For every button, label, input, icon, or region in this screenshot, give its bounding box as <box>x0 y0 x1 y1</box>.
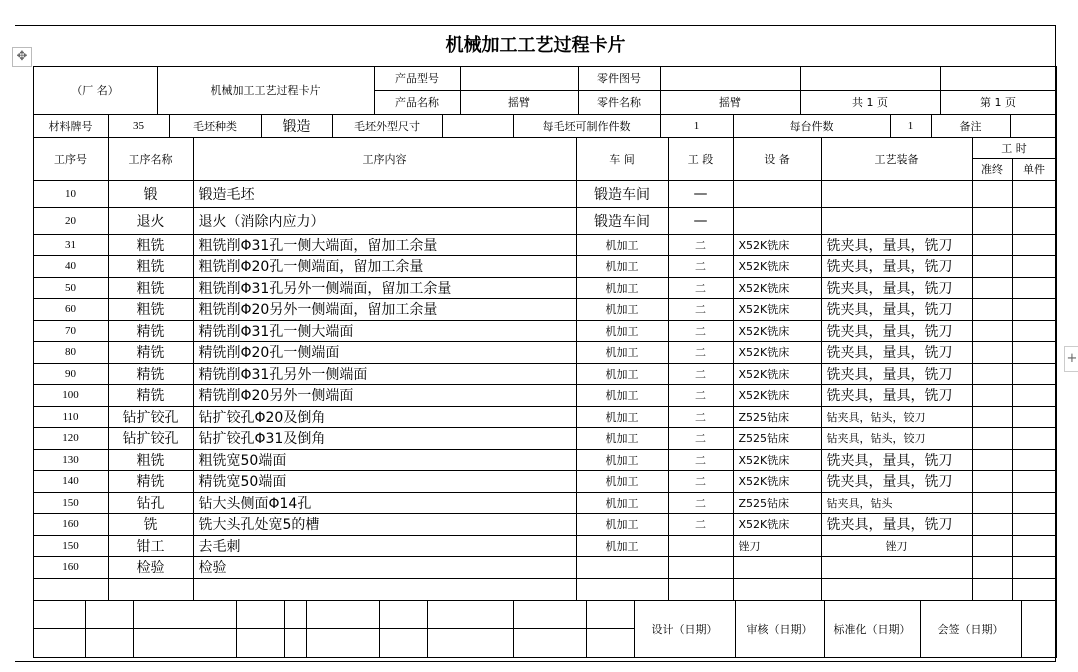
row-content[interactable]: 钻大头侧面Φ14孔 <box>193 492 577 515</box>
signature-cell[interactable] <box>236 600 285 629</box>
row-unit-time[interactable] <box>1012 298 1057 321</box>
row-tooling[interactable]: 铣夹具，量具，铣刀 <box>821 255 973 278</box>
row-prep-time[interactable] <box>972 277 1013 300</box>
row-prep-time[interactable] <box>972 180 1013 208</box>
row-no[interactable]: 160 <box>33 556 109 579</box>
row-equipment[interactable] <box>733 207 822 235</box>
row-name[interactable]: 精铣 <box>108 384 194 407</box>
row-no[interactable]: 140 <box>33 470 109 493</box>
row-equipment[interactable]: X52K铣床 <box>733 449 822 472</box>
row-unit-time[interactable] <box>1012 427 1057 450</box>
column-header-no[interactable]: 工序号 <box>33 137 109 181</box>
signature-cell[interactable] <box>284 600 307 629</box>
row-name[interactable]: 精铣 <box>108 320 194 343</box>
row-prep-time[interactable] <box>972 470 1013 493</box>
row-equipment[interactable]: Z525钻床 <box>733 406 822 429</box>
row-section[interactable]: 二 <box>668 492 734 515</box>
material-remark[interactable] <box>1010 114 1057 138</box>
row-unit-time[interactable] <box>1012 363 1057 386</box>
row-unit-time[interactable] <box>1012 207 1057 235</box>
row-no[interactable]: 40 <box>33 255 109 278</box>
column-header-name[interactable]: 工序名称 <box>108 137 194 181</box>
row-unit-time[interactable] <box>1012 277 1057 300</box>
empty-cell[interactable] <box>800 66 941 91</box>
signature-cell[interactable] <box>133 600 237 629</box>
row-content[interactable]: 粗铣宽50端面 <box>193 449 577 472</box>
row-equipment[interactable]: Z525钻床 <box>733 427 822 450</box>
column-header-section[interactable]: 工 段 <box>668 137 734 181</box>
signature-cell[interactable] <box>513 600 587 629</box>
row-section[interactable]: 二 <box>668 234 734 257</box>
row-tooling[interactable]: 铣夹具，量具，铣刀 <box>821 341 973 364</box>
empty-cell[interactable] <box>940 66 1057 91</box>
row-workshop[interactable]: 机加工 <box>576 513 669 536</box>
row-no[interactable]: 150 <box>33 535 109 558</box>
row-equipment[interactable]: X52K铣床 <box>733 363 822 386</box>
row-name[interactable]: 退火 <box>108 207 194 235</box>
row-tooling[interactable]: 铣夹具，量具，铣刀 <box>821 320 973 343</box>
row-content[interactable]: 钻扩铰孔Φ20及倒角 <box>193 406 577 429</box>
row-equipment[interactable]: X52K铣床 <box>733 470 822 493</box>
row-section[interactable]: — <box>668 207 734 235</box>
row-section[interactable]: — <box>668 180 734 208</box>
add-column-button[interactable]: + <box>1064 346 1078 372</box>
row-no[interactable]: 80 <box>33 341 109 364</box>
row-prep-time[interactable] <box>972 513 1013 536</box>
row-equipment[interactable]: X52K铣床 <box>733 384 822 407</box>
row-no[interactable]: 150 <box>33 492 109 515</box>
row-no[interactable]: 50 <box>33 277 109 300</box>
row-section[interactable]: 二 <box>668 255 734 278</box>
row-no[interactable]: 100 <box>33 384 109 407</box>
row-workshop[interactable]: 机加工 <box>576 535 669 558</box>
material-grade[interactable]: 35 <box>108 114 170 138</box>
material-pieces-per-blank-label[interactable]: 每毛坯可制作件数 <box>513 114 661 138</box>
signature-cell[interactable] <box>306 600 380 629</box>
row-no[interactable]: 60 <box>33 298 109 321</box>
row-tooling[interactable]: 锉刀 <box>821 535 973 558</box>
row-tooling[interactable]: 铣夹具，量具，铣刀 <box>821 298 973 321</box>
row-no[interactable]: 90 <box>33 363 109 386</box>
row-name[interactable]: 粗铣 <box>108 255 194 278</box>
row-workshop[interactable]: 机加工 <box>576 406 669 429</box>
row-tooling[interactable]: 铣夹具，量具，铣刀 <box>821 384 973 407</box>
row-section[interactable]: 二 <box>668 277 734 300</box>
row-content[interactable]: 精铣宽50端面 <box>193 470 577 493</box>
row-unit-time[interactable] <box>1012 384 1057 407</box>
part-name-label[interactable]: 零件名称 <box>578 90 661 115</box>
row-content[interactable]: 精铣削Φ20孔一侧端面 <box>193 341 577 364</box>
column-header-unit[interactable]: 单件 <box>1012 158 1057 181</box>
row-tooling[interactable]: 钻夹具，钻头，铰刀 <box>821 406 973 429</box>
row-content[interactable]: 退火（消除内应力） <box>193 207 577 235</box>
column-header-prep[interactable]: 准终 <box>972 158 1013 181</box>
row-content[interactable]: 去毛刺 <box>193 535 577 558</box>
row-section[interactable]: 二 <box>668 363 734 386</box>
row-tooling[interactable]: 铣夹具，量具，铣刀 <box>821 363 973 386</box>
material-per-unit-label[interactable]: 每台件数 <box>733 114 891 138</box>
row-no[interactable]: 20 <box>33 207 109 235</box>
row-workshop[interactable]: 机加工 <box>576 427 669 450</box>
row-content[interactable]: 精铣削Φ31孔一侧大端面 <box>193 320 577 343</box>
row-section[interactable]: 二 <box>668 427 734 450</box>
row-prep-time[interactable] <box>972 449 1013 472</box>
material-pieces-per-blank[interactable]: 1 <box>660 114 734 138</box>
row-equipment[interactable]: X52K铣床 <box>733 234 822 257</box>
row-workshop[interactable]: 机加工 <box>576 341 669 364</box>
row-tooling[interactable]: 铣夹具，量具，铣刀 <box>821 513 973 536</box>
signature-cell[interactable] <box>85 628 134 658</box>
card-title-cell[interactable]: 机械加工工艺过程卡片 <box>157 66 375 115</box>
row-no[interactable]: 110 <box>33 406 109 429</box>
empty-row-cell[interactable] <box>33 578 109 601</box>
row-name[interactable]: 粗铣 <box>108 234 194 257</box>
row-unit-time[interactable] <box>1012 234 1057 257</box>
column-header-workshop[interactable]: 车 间 <box>576 137 669 181</box>
row-content[interactable]: 粗铣削Φ20孔一侧端面，留加工余量 <box>193 255 577 278</box>
row-tooling[interactable]: 钻夹具，钻头 <box>821 492 973 515</box>
row-workshop[interactable]: 机加工 <box>576 255 669 278</box>
row-name[interactable]: 粗铣 <box>108 298 194 321</box>
material-blank-size-label[interactable]: 毛坯外型尺寸 <box>332 114 443 138</box>
row-equipment[interactable]: 锉刀 <box>733 535 822 558</box>
row-unit-time[interactable] <box>1012 449 1057 472</box>
row-section[interactable]: 二 <box>668 406 734 429</box>
row-unit-time[interactable] <box>1012 406 1057 429</box>
row-prep-time[interactable] <box>972 320 1013 343</box>
countersign-date-cell[interactable]: 会签（日期） <box>920 600 1022 658</box>
empty-row-cell[interactable] <box>972 578 1013 601</box>
row-section[interactable]: 二 <box>668 384 734 407</box>
row-prep-time[interactable] <box>972 298 1013 321</box>
row-no[interactable]: 10 <box>33 180 109 208</box>
row-no[interactable]: 31 <box>33 234 109 257</box>
total-pages[interactable]: 共 1 页 <box>800 90 941 115</box>
row-workshop[interactable]: 机加工 <box>576 384 669 407</box>
part-name-value[interactable]: 摇臂 <box>660 90 801 115</box>
signature-cell[interactable] <box>33 600 86 629</box>
empty-row-cell[interactable] <box>821 578 973 601</box>
row-name[interactable]: 钻孔 <box>108 492 194 515</box>
product-name-label[interactable]: 产品名称 <box>374 90 461 115</box>
signature-cell[interactable] <box>33 628 86 658</box>
row-section[interactable]: 二 <box>668 341 734 364</box>
empty-row-cell[interactable] <box>733 578 822 601</box>
empty-row-cell[interactable] <box>668 578 734 601</box>
row-section[interactable]: 二 <box>668 298 734 321</box>
signature-cell[interactable] <box>133 628 237 658</box>
row-unit-time[interactable] <box>1012 535 1057 558</box>
empty-row-cell[interactable] <box>576 578 669 601</box>
row-equipment[interactable]: X52K铣床 <box>733 341 822 364</box>
row-section[interactable]: 二 <box>668 470 734 493</box>
signature-cell[interactable] <box>85 600 134 629</box>
row-equipment[interactable]: Z525钻床 <box>733 492 822 515</box>
row-section[interactable]: 二 <box>668 449 734 472</box>
row-content[interactable]: 铣大头孔处宽5的槽 <box>193 513 577 536</box>
row-workshop[interactable]: 机加工 <box>576 363 669 386</box>
row-section[interactable]: 二 <box>668 513 734 536</box>
standardization-date-cell[interactable]: 标准化（日期） <box>824 600 921 658</box>
table-move-handle-icon[interactable]: ✥ <box>12 47 32 67</box>
signature-cell[interactable] <box>427 600 514 629</box>
signature-cell[interactable] <box>427 628 514 658</box>
row-no[interactable]: 160 <box>33 513 109 536</box>
row-prep-time[interactable] <box>972 234 1013 257</box>
empty-row-cell[interactable] <box>108 578 194 601</box>
row-content[interactable]: 钻扩铰孔Φ31及倒角 <box>193 427 577 450</box>
row-workshop[interactable] <box>576 556 669 579</box>
empty-row-cell[interactable] <box>1012 578 1057 601</box>
row-prep-time[interactable] <box>972 384 1013 407</box>
material-per-unit[interactable]: 1 <box>890 114 932 138</box>
row-name[interactable]: 钻扩铰孔 <box>108 406 194 429</box>
signature-cell[interactable] <box>236 628 285 658</box>
row-content[interactable]: 精铣削Φ31孔另外一侧端面 <box>193 363 577 386</box>
row-unit-time[interactable] <box>1012 180 1057 208</box>
row-name[interactable]: 锻 <box>108 180 194 208</box>
row-no[interactable]: 120 <box>33 427 109 450</box>
signature-cell[interactable] <box>586 600 635 629</box>
row-no[interactable]: 130 <box>33 449 109 472</box>
row-unit-time[interactable] <box>1012 341 1057 364</box>
row-equipment[interactable]: X52K铣床 <box>733 277 822 300</box>
row-workshop[interactable]: 机加工 <box>576 277 669 300</box>
row-tooling[interactable]: 铣夹具，量具，铣刀 <box>821 234 973 257</box>
row-workshop[interactable]: 机加工 <box>576 492 669 515</box>
row-section[interactable]: 二 <box>668 320 734 343</box>
row-content[interactable]: 粗铣削Φ31孔另外一侧端面，留加工余量 <box>193 277 577 300</box>
row-name[interactable]: 粗铣 <box>108 277 194 300</box>
row-prep-time[interactable] <box>972 255 1013 278</box>
row-name[interactable]: 钳工 <box>108 535 194 558</box>
row-name[interactable]: 精铣 <box>108 363 194 386</box>
empty-row-cell[interactable] <box>193 578 577 601</box>
row-content[interactable]: 检验 <box>193 556 577 579</box>
row-content[interactable]: 精铣削Φ20另外一侧端面 <box>193 384 577 407</box>
row-equipment[interactable]: X52K铣床 <box>733 320 822 343</box>
design-date-cell[interactable]: 设计（日期） <box>634 600 736 658</box>
row-tooling[interactable] <box>821 207 973 235</box>
signature-cell[interactable] <box>586 628 635 658</box>
row-workshop[interactable]: 锻造车间 <box>576 207 669 235</box>
row-unit-time[interactable] <box>1012 255 1057 278</box>
row-tooling[interactable]: 铣夹具，量具，铣刀 <box>821 277 973 300</box>
part-drawing-value[interactable] <box>660 66 801 91</box>
product-model-value[interactable] <box>460 66 579 91</box>
column-header-tooling[interactable]: 工艺装备 <box>821 137 973 181</box>
row-tooling[interactable]: 铣夹具，量具，铣刀 <box>821 449 973 472</box>
signature-cell[interactable] <box>379 600 428 629</box>
part-drawing-label[interactable]: 零件图号 <box>578 66 661 91</box>
row-prep-time[interactable] <box>972 427 1013 450</box>
row-tooling[interactable] <box>821 556 973 579</box>
row-name[interactable]: 钻扩铰孔 <box>108 427 194 450</box>
row-prep-time[interactable] <box>972 341 1013 364</box>
row-tooling[interactable] <box>821 180 973 208</box>
row-workshop[interactable]: 机加工 <box>576 320 669 343</box>
row-tooling[interactable]: 铣夹具，量具，铣刀 <box>821 470 973 493</box>
row-name[interactable]: 检验 <box>108 556 194 579</box>
row-equipment[interactable] <box>733 180 822 208</box>
row-prep-time[interactable] <box>972 363 1013 386</box>
signature-cell[interactable] <box>513 628 587 658</box>
row-prep-time[interactable] <box>972 535 1013 558</box>
row-content[interactable]: 粗铣削Φ31孔一侧大端面，留加工余量 <box>193 234 577 257</box>
row-unit-time[interactable] <box>1012 513 1057 536</box>
row-equipment[interactable] <box>733 556 822 579</box>
row-no[interactable]: 70 <box>33 320 109 343</box>
row-section[interactable] <box>668 535 734 558</box>
row-tooling[interactable]: 钻夹具，钻头，铰刀 <box>821 427 973 450</box>
row-name[interactable]: 精铣 <box>108 341 194 364</box>
row-equipment[interactable]: X52K铣床 <box>733 255 822 278</box>
row-unit-time[interactable] <box>1012 492 1057 515</box>
row-name[interactable]: 精铣 <box>108 470 194 493</box>
row-name[interactable]: 粗铣 <box>108 449 194 472</box>
row-content[interactable]: 粗铣削Φ20另外一侧端面，留加工余量 <box>193 298 577 321</box>
material-remark-label[interactable]: 备注 <box>931 114 1011 138</box>
material-grade-label[interactable]: 材料牌号 <box>33 114 109 138</box>
empty-cell[interactable] <box>1021 600 1057 658</box>
row-workshop[interactable]: 机加工 <box>576 234 669 257</box>
row-prep-time[interactable] <box>972 556 1013 579</box>
row-prep-time[interactable] <box>972 492 1013 515</box>
review-date-cell[interactable]: 审核（日期） <box>735 600 825 658</box>
product-model-label[interactable]: 产品型号 <box>374 66 461 91</box>
row-section[interactable] <box>668 556 734 579</box>
row-unit-time[interactable] <box>1012 470 1057 493</box>
material-blank-type[interactable]: 锻造 <box>261 114 333 138</box>
row-prep-time[interactable] <box>972 207 1013 235</box>
row-workshop[interactable]: 机加工 <box>576 470 669 493</box>
signature-cell[interactable] <box>284 628 307 658</box>
material-blank-size[interactable] <box>442 114 514 138</box>
page-title: 机械加工工艺过程卡片 <box>445 35 626 56</box>
product-name-value[interactable]: 摇臂 <box>460 90 579 115</box>
row-workshop[interactable]: 机加工 <box>576 298 669 321</box>
row-workshop[interactable]: 锻造车间 <box>576 180 669 208</box>
material-blank-type-label[interactable]: 毛坯种类 <box>169 114 262 138</box>
signature-cell[interactable] <box>306 628 380 658</box>
factory-name-cell[interactable]: （厂 名） <box>33 66 158 115</box>
column-header-content[interactable]: 工序内容 <box>193 137 577 181</box>
row-unit-time[interactable] <box>1012 556 1057 579</box>
signature-cell[interactable] <box>379 628 428 658</box>
row-prep-time[interactable] <box>972 406 1013 429</box>
column-header-time[interactable]: 工 时 <box>972 137 1057 159</box>
row-equipment[interactable]: X52K铣床 <box>733 298 822 321</box>
row-unit-time[interactable] <box>1012 320 1057 343</box>
page-number[interactable]: 第 1 页 <box>940 90 1057 115</box>
row-content[interactable]: 锻造毛坯 <box>193 180 577 208</box>
column-header-equipment[interactable]: 设 备 <box>733 137 822 181</box>
row-equipment[interactable]: X52K铣床 <box>733 513 822 536</box>
row-name[interactable]: 铣 <box>108 513 194 536</box>
row-workshop[interactable]: 机加工 <box>576 449 669 472</box>
